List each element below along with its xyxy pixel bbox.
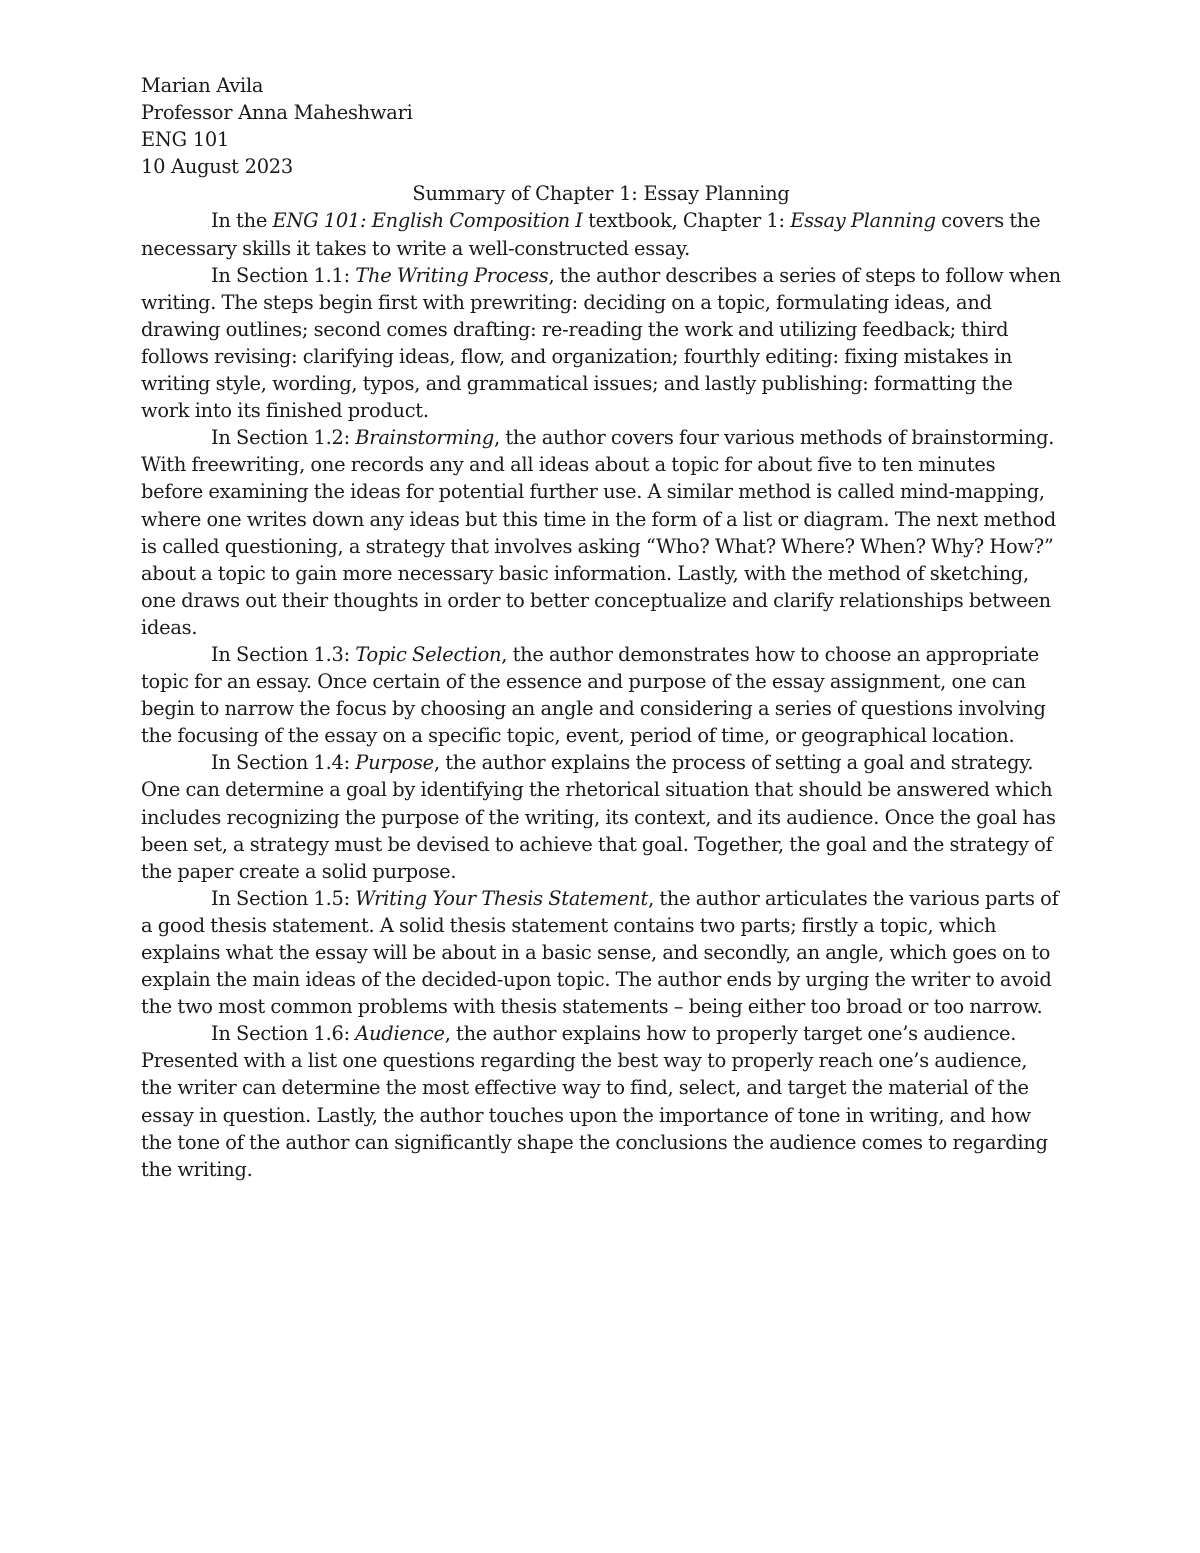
section-title: The Writing Process (355, 263, 549, 287)
document-title: Summary of Chapter 1: Essay Planning (412, 182, 790, 206)
paragraph-text: In Section 1.5: (211, 886, 356, 910)
section-title: Writing Your Thesis Statement (355, 886, 649, 910)
paragraph-section-1-1 (141, 262, 1061, 425)
document-date: 10 August 2023 (141, 155, 293, 179)
author-name: Marian Avila (141, 74, 264, 97)
paragraph-text: , the author demonstrates how to choose an appropriate topic for an essay. Once certain of the essence and purpose of the essay assignment, one can begin to narrow the focus by choosing an angle and considering a series of questions involving the focusing of the essay on a specific topic, event, period of time, or geographical location. (141, 642, 1046, 748)
paragraph-section-1-4 (141, 749, 1061, 884)
document-page (141, 72, 1061, 1183)
paragraph-text: covers the necessary skills it takes to write a well-constructed essay. (141, 209, 1041, 260)
professor-name: Professor Anna Maheshwari (141, 101, 413, 125)
paragraph-section-1-5 (141, 885, 1061, 1020)
paragraph-text: In Section 1.2: (211, 426, 356, 450)
section-title: Topic Selection (355, 642, 502, 666)
paragraph-text: , the author describes a series of steps to follow when writing. The steps begin first with prewriting: deciding on a topic, formulating ideas, and drawing outlines; second comes drafting: re-reading the work and utilizing feedback; third follows revising: clarifying ideas, flow, and organization; fourthly editing: fixing mistakes in writing style, wording, typos, and grammatical issues; and lastly publishing: formatting the work into its finished product. (141, 263, 1061, 423)
paragraph-text: , the author articulates the various parts of a good thesis statement. A solid thesis statement contains two parts; firstly a topic, which explains what the essay will be about in a basic sense, and secondly, an angle, which goes on to explain the main ideas of the decided-upon topic. The author ends by urging the writer to avoid the two most common problems with thesis statements – being either too broad or too narrow. (141, 886, 1059, 1019)
paragraph-text: In Section 1.4: (211, 751, 356, 775)
chapter-title: Essay Planning (790, 209, 936, 233)
paragraph-text: , the author covers four various methods of brainstorming. With freewriting, one records any and all ideas about a topic for about five to ten minutes before examining the ideas for potential further use. A similar method is called mind-mapping, where one writes down any ideas but this time in the form of a list or diagram. The next method is called questioning, a strategy that involves asking “Who? What? Where? When? Why? How?” about a topic to gain more necessary basic information. Lastly, with the method of sketching, one draws out their thoughts in order to better conceptualize and clarify relationships between ideas. (141, 426, 1057, 639)
paragraph-text: , the author explains how to properly target one’s audience. Presented with a list one questions regarding the best way to properly reach one’s audience, the writer can determine the most effective way to find, select, and target the material of the essay in question. Lastly, the author touches upon the importance of tone in writing, and how the tone of the author can significantly shape the conclusions the audience comes to regarding the writing. (141, 1022, 1048, 1181)
paragraph-intro (141, 207, 1061, 261)
section-title: Audience (355, 1022, 445, 1046)
textbook-title: ENG 101: English Composition I (272, 209, 583, 233)
paragraph-section-1-6 (141, 1020, 1061, 1183)
paragraph-section-1-3 (141, 641, 1061, 749)
paragraph-text: , the author explains the process of setting a goal and strategy. One can determine a goal by identifying the rhetorical situation that should be answered which includes recognizing the purpose of the writing, its context, and its audience. Once the goal has been set, a strategy must be devised to achieve that goal. Together, the goal and the strategy of the paper create a solid purpose. (141, 751, 1056, 883)
paragraph-text: In Section 1.6: (211, 1022, 356, 1046)
paragraph-section-1-2 (141, 424, 1061, 641)
section-title: Purpose (355, 751, 434, 775)
section-title: Brainstorming (355, 426, 494, 450)
paragraph-text: In the (211, 209, 273, 233)
paragraph-text: textbook, Chapter 1: (582, 209, 791, 233)
paragraph-text: In Section 1.3: (211, 642, 356, 666)
course-name: ENG 101 (141, 128, 230, 152)
paragraph-text: In Section 1.1: (211, 263, 356, 287)
